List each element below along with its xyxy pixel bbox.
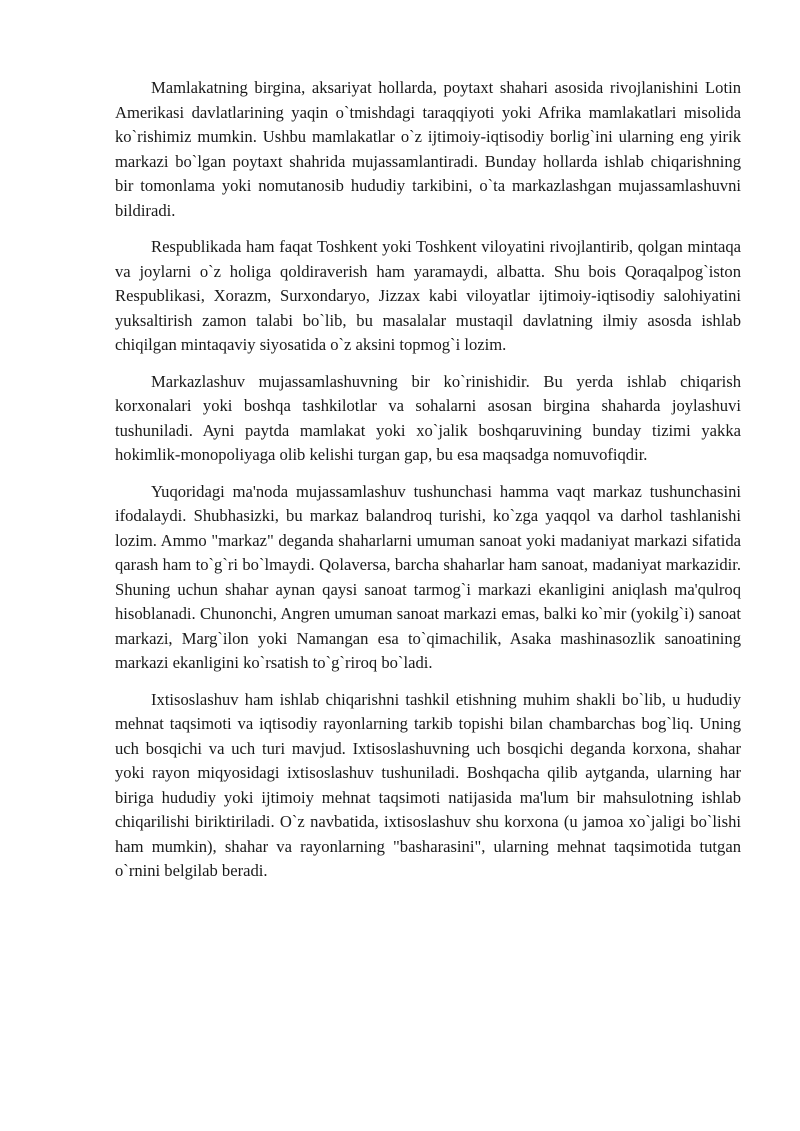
paragraph-3: Markazlashuv mujassamlashuvning bir ko`rinishidir. Bu yerda ishlab chiqarish korxonalari yoki boshqa tashkilotlar va sohalarni asosan birgina shaharda joylashuvi tushuniladi. Ayni paytda mamlakat yoki xo`jalik boshqaruvining bunday tizimi yakka hokimlik-monopoliyaga olib kelishi turgan gap, bu esa maqsadga nomuvofiqdir. xyxy=(115,371,741,464)
document-page xyxy=(115,76,741,896)
paragraph-5: Ixtisoslashuv ham ishlab chiqarishni tashkil etishning muhim shakli bo`lib, u hududiy mehnat taqsimoti va iqtisodiy rayonlarning tarkib topishi bilan chambarchas bog`liq. Uning uch bosqichi va uch turi mavjud. Ixtisoslashuvning uch bosqichi deganda korxona, shahar yoki rayon miqyosidagi ixtisoslashuv tushuniladi. Boshqacha qilib aytganda, ularning har biriga hududiy yoki ijtimoiy mehnat taqsimoti natijasida ma'lum bir mahsulotning ishlab chiqarilishi biriktiriladi. O`z navbatida, ixtisoslashuv shu korxona (u jamoa xo`jaligi bo`lishi ham mumkin), shahar va rayonlarning "basharasini", ularning mehnat taqsimotida tutgan o`rnini belgilab beradi. xyxy=(115,689,741,880)
paragraph-4: Yuqoridagi ma'noda mujassamlashuv tushunchasi hamma vaqt markaz tushunchasini ifodalaydi. Shubhasizki, bu markaz balandroq turishi, ko`zga yaqqol va darhol tashlanishi lozim. Ammo "markaz" deganda shaharlarni umuman sanoat yoki madaniyat markazi sifatida qarash ham to`g`ri bo`lmaydi. Qolaversa, barcha shaharlar ham sanoat, madaniyat markazidir. Shuning uchun shahar aynan qaysi sanoat tarmog`i markazi ekanligini aniqlash ma'qulroq hisoblanadi. Chunonchi, Angren umuman sanoat markazi emas, balki ko`mir (yokilg`i) sanoat markazi, Marg`ilon yoki Namangan esa to`qimachilik, Asaka mashinasozlik sanoatining markazi ekanligini ko`rsatish to`g`riroq bo`ladi. xyxy=(115,481,741,672)
paragraph-1: Mamlakatning birgina, aksariyat hollarda, poytaxt shahari asosida rivojlanishini Lotin Amerikasi davlatlarining yaqin o`tmishdagi taraqqiyoti yoki Afrika mamlakatlari misolida ko`rishimiz mumkin. Ushbu mamlakatlar o`z ijtimoiy-iqtisodiy borlig`ini ularning eng yirik markazi bo`lgan poytaxt shahrida mujassamlantiradi. Bunday hollarda ishlab chiqarishning bir tomonlama yoki nomutanosib hududiy tarkibini, o`ta markazlashgan mujassamlashuvni bildiradi. xyxy=(115,78,741,220)
paragraph-2: Respublikada ham faqat Toshkent yoki Toshkent viloyatini rivojlantirib, qolgan mintaqa va joylarni o`z holiga qoldiraverish ham yaramaydi, albatta. Shu bois Qoraqalpog`iston Respublikasi, Xorazm, Surxondaryo, Jizzax kabi viloyatlar ijtimoiy-iqtisodiy salohiyatini yuksaltirish zamon talabi bo`lib, bu masalalar mustaqil davlatning ilmiy asosda ishlab chiqilgan mintaqaviy siyosatida o`z aksini topmog`i lozim. xyxy=(115,237,741,354)
